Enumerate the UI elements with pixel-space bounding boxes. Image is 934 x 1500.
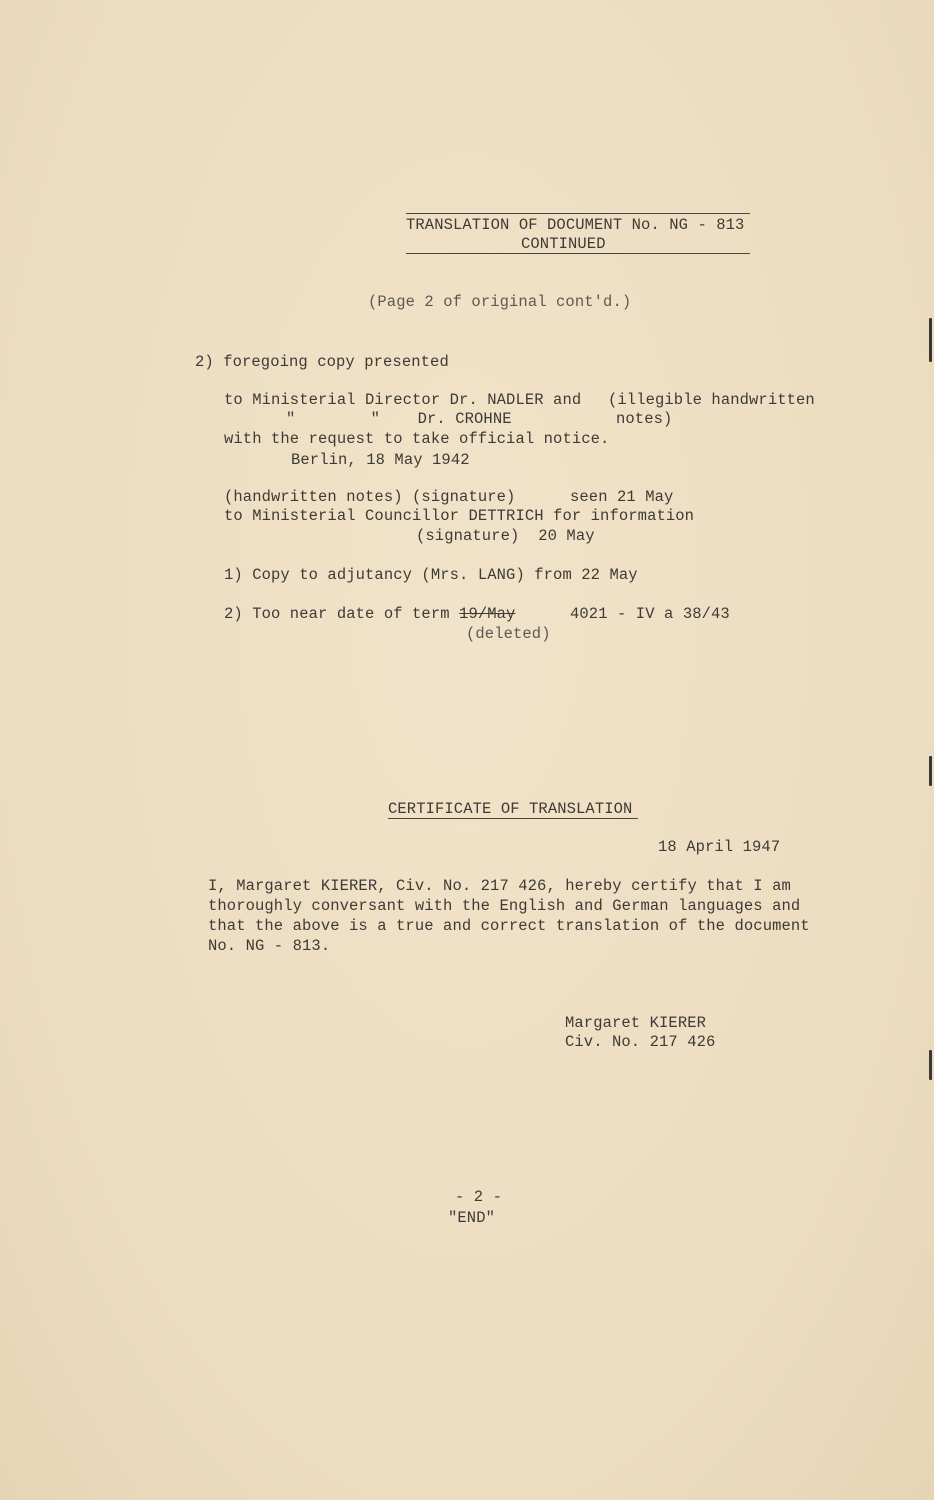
certificate-line-3: that the above is a true and correct translation of the document	[208, 917, 810, 935]
scan-edge-mark-2	[929, 756, 932, 786]
to-councillor-line: to Ministerial Councillor DETTRICH for information	[224, 507, 695, 525]
request-line: with the request to take official notice.	[224, 430, 610, 448]
signature-date-line: (signature) 20 May	[416, 527, 595, 545]
scan-edge-mark-3	[929, 1050, 932, 1080]
certificate-title: CERTIFICATE OF TRANSLATION	[388, 800, 633, 818]
certificate-title-underline	[388, 818, 638, 819]
term-prefix: 2) Too near date of term	[224, 605, 460, 623]
header-bottom-rule	[406, 253, 750, 254]
document-title: TRANSLATION OF DOCUMENT No. NG - 813	[406, 216, 745, 234]
handwritten-note-1: (illegible handwritten	[608, 391, 815, 409]
seen-line: seen 21 May	[570, 488, 674, 506]
page-number: - 2 -	[455, 1188, 503, 1206]
deleted-note: (deleted)	[466, 625, 551, 643]
place-date-line: Berlin, 18 May 1942	[291, 451, 470, 469]
term-line	[224, 604, 515, 624]
certificate-line-2: thoroughly conversant with the English and German languages and	[208, 897, 801, 915]
document-subtitle: CONTINUED	[521, 235, 606, 253]
header-top-rule	[406, 213, 750, 214]
certificate-line-4: No. NG - 813.	[208, 937, 331, 955]
end-marker: "END"	[448, 1209, 496, 1227]
handwritten-note-2: notes)	[616, 410, 673, 428]
ditto-line: " " Dr. CROHNE	[286, 410, 512, 428]
term-struck-date: 19/May	[459, 605, 516, 623]
certificate-line-1: I, Margaret KIERER, Civ. No. 217 426, hereby certify that I am	[208, 877, 791, 895]
copy-line: 1) Copy to adjutancy (Mrs. LANG) from 22 May	[224, 566, 638, 584]
certificate-date: 18 April 1947	[658, 838, 781, 856]
notes-signature-line: (handwritten notes) (signature)	[224, 488, 516, 506]
scan-edge-mark-1	[929, 318, 932, 362]
presented-to-line: to Ministerial Director Dr. NADLER and	[224, 391, 582, 409]
signatory-civ-number: Civ. No. 217 426	[565, 1033, 716, 1051]
page-note: (Page 2 of original cont'd.)	[368, 293, 632, 311]
signatory-name: Margaret KIERER	[565, 1014, 707, 1032]
term-reference: 4021 - IV a 38/43	[570, 605, 730, 623]
item2-heading: 2) foregoing copy presented	[195, 353, 449, 371]
